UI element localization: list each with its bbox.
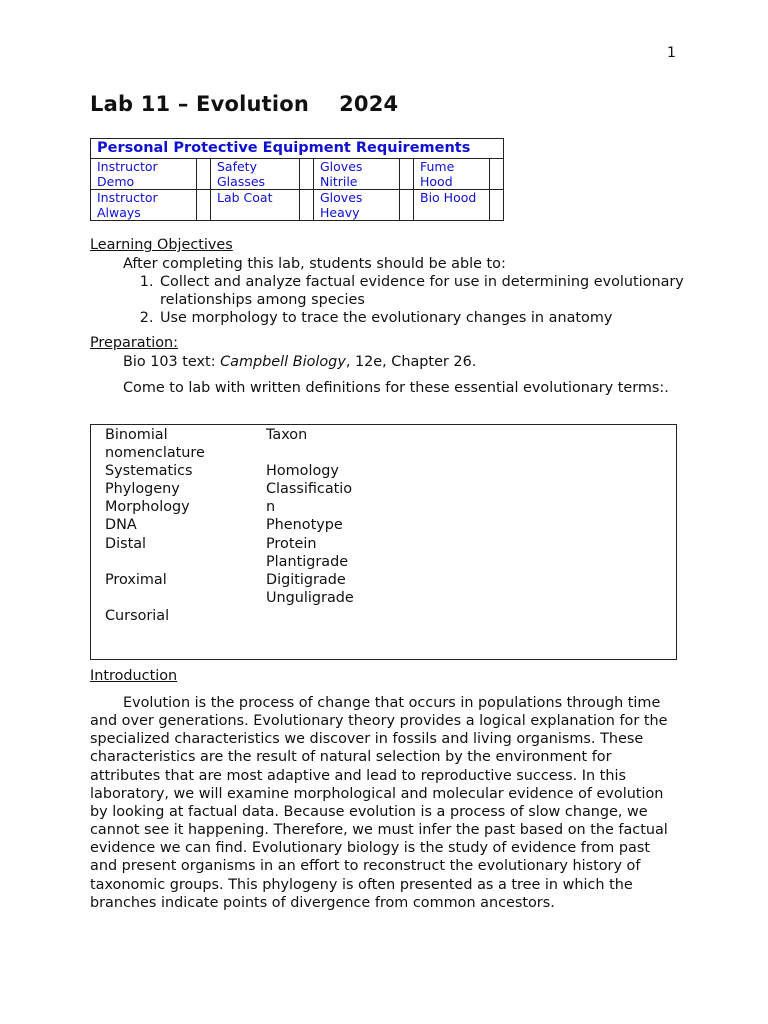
list-item: 2. Use morphology to trace the evolutionary changes in anatomy — [158, 309, 718, 327]
list-item: 1. Collect and analyze factual evidence for use in determining evolutionary relationships among species — [158, 273, 718, 309]
term: Classification — [266, 481, 353, 516]
ppe-cell: Instructor Demo — [91, 159, 197, 190]
term: Phenotype — [266, 517, 343, 534]
ppe-checkbox[interactable] — [400, 159, 414, 190]
term: Cursorial — [105, 607, 170, 624]
terms-table — [90, 424, 677, 660]
objectives-list — [90, 273, 718, 327]
ppe-checkbox[interactable] — [400, 190, 414, 221]
terms-column-1 — [105, 426, 250, 625]
ppe-table-heading: Personal Protective Equipment Requirements — [91, 139, 504, 159]
ppe-checkbox[interactable] — [197, 159, 211, 190]
introduction-heading: Introduction — [90, 668, 178, 684]
term: Systematics — [105, 463, 193, 480]
term: Binomial nomenclature — [105, 427, 205, 462]
page-title: Lab 11 – Evolution 2024 — [90, 92, 399, 116]
ppe-cell: Fume Hood — [414, 159, 490, 190]
term: Digitigrade — [266, 571, 346, 588]
page-number: 1 — [667, 45, 676, 61]
term: Morphology — [105, 499, 190, 516]
term: Phylogeny — [105, 481, 180, 498]
ppe-cell: Safety Glasses — [211, 159, 300, 190]
table-row — [91, 159, 504, 190]
term: Plantigrade — [266, 553, 349, 570]
objectives-intro: After completing this lab, students should be able to: — [123, 256, 506, 272]
ppe-cell: Gloves Nitrile — [314, 159, 400, 190]
learning-objectives-heading: Learning Objectives — [90, 237, 233, 253]
term: Taxon — [266, 427, 308, 443]
term: Protein — [266, 535, 317, 552]
ppe-cell: Gloves Heavy — [314, 190, 400, 221]
ppe-table — [90, 138, 504, 221]
ppe-checkbox[interactable] — [490, 190, 504, 221]
terms-column-2 — [266, 426, 356, 607]
ppe-cell: Lab Coat — [211, 190, 300, 221]
term: Homology — [266, 463, 339, 480]
ppe-cell: Instructor Always — [91, 190, 197, 221]
ppe-checkbox[interactable] — [197, 190, 211, 221]
ppe-checkbox[interactable] — [300, 159, 314, 190]
introduction-body: Evolution is the process of change that occurs in populations through time and over generations. Evolutionary theory provides a logical explanation for the specialized characteristics we discover in fossils and living organisms. These characteristics are the result of natural selection by the environment for attributes that are most adaptive and lead to reproductive success. In this laboratory, we will examine morphological and molecular evidence of evolution by looking at factual data. Because evolution is a process of slow change, we cannot see it happening. Therefore, we must infer the past based on the factual evidence we can find. Evolutionary biology is the study of evidence from past and present organisms in an effort to reconstruct the evolutionary history of taxonomic groups. This phylogeny is often presented as a tree in which the branches indicate points of divergence from common ancestors. — [90, 695, 668, 911]
term: Distal — [105, 535, 147, 552]
prep-text-prefix: Bio 103 text: — [123, 354, 221, 370]
ppe-checkbox[interactable] — [490, 159, 504, 190]
ppe-cell: Bio Hood — [414, 190, 490, 221]
ppe-checkbox[interactable] — [300, 190, 314, 221]
definitions-intro: Come to lab with written definitions for these essential evolutionary terms:. — [123, 380, 669, 396]
textbook-title: Campbell Biology — [220, 354, 346, 370]
table-row — [91, 190, 504, 221]
preparation-heading: Preparation: — [90, 335, 178, 351]
preparation-text — [90, 353, 476, 371]
term: Proximal — [105, 571, 167, 588]
term: Unguligrade — [266, 589, 354, 606]
prep-text-suffix: , 12e, Chapter 26. — [345, 354, 477, 370]
term: DNA — [105, 517, 137, 534]
